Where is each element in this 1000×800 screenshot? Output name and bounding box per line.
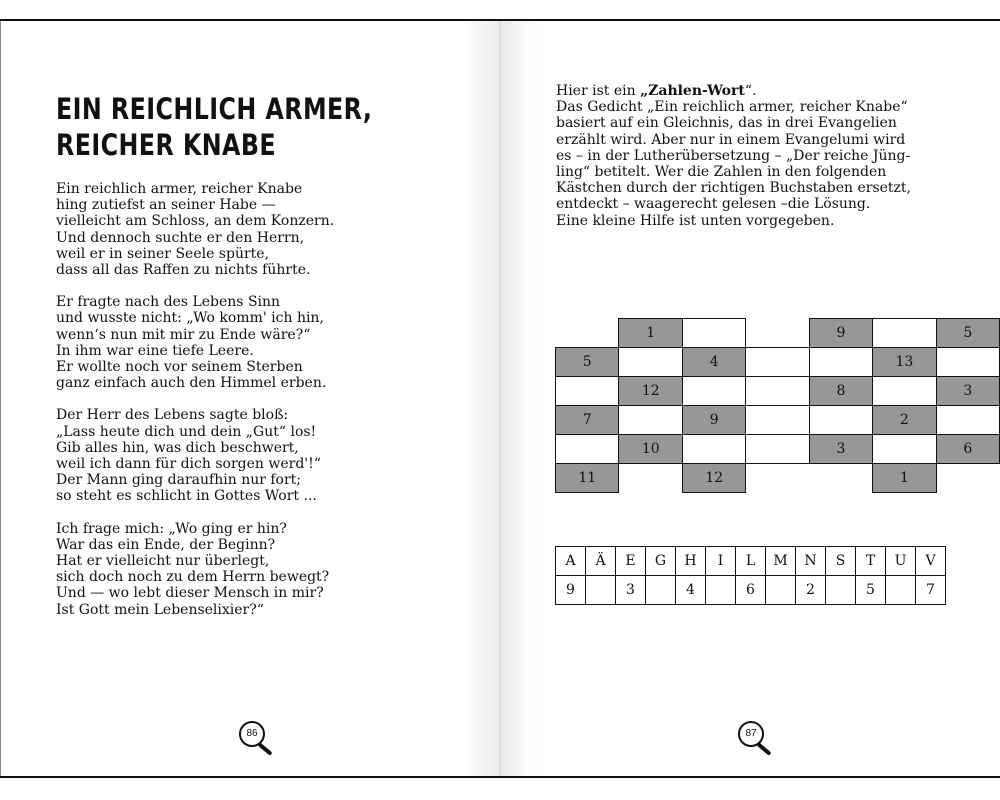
intro-line: erzählt wird. Aber nur in einem Evangelumi wird: [556, 131, 906, 148]
number-puzzle-grid: [555, 318, 1000, 493]
poem-text: [56, 181, 396, 634]
key-number: 5: [856, 576, 886, 605]
key-letter: H: [676, 547, 706, 576]
key-number-blank[interactable]: [886, 576, 916, 605]
poem-line: so steht es schlicht in Gottes Wort ...: [56, 488, 317, 505]
title-line-1: EIN REICHLICH ARMER,: [56, 92, 373, 126]
puzzle-cell-number: 9: [809, 319, 872, 348]
key-letter: T: [856, 547, 886, 576]
poem-line: ganz einfach auch den Himmel erben.: [56, 375, 327, 392]
key-number-blank[interactable]: [766, 576, 796, 605]
poem-line: Ein reichlich armer, reicher Knabe: [56, 181, 303, 197]
poem-line: vielleicht am Schloss, an dem Konzern.: [56, 213, 335, 230]
key-letter: A: [556, 547, 586, 576]
page-number-left: [239, 721, 281, 751]
poem-line: wenn‘s nun mit mir zu Ende wäre?“: [56, 326, 311, 343]
intro-line-heading: [556, 83, 956, 99]
intro-line: entdeckt – waagerecht gelesen –die Lösung.: [556, 196, 871, 213]
key-letter: U: [886, 547, 916, 576]
puzzle-cell-blank[interactable]: [619, 406, 682, 435]
poem-line: dass all das Raffen zu nichts führte.: [56, 262, 311, 279]
intro-bold-term: „Zahlen-Wort: [640, 83, 745, 99]
poem-line: Und — wo lebt dieser Mensch in mir?: [56, 585, 324, 602]
title-line-2: REICHER KNABE: [56, 128, 277, 162]
puzzle-cell-number: 5: [556, 348, 619, 377]
letter-number-key: [555, 546, 946, 605]
puzzle-cell-blank[interactable]: [936, 406, 999, 435]
poem-line: Und dennoch suchte er den Herrn,: [56, 229, 305, 246]
puzzle-cell-blank[interactable]: [873, 377, 936, 406]
left-page: [0, 21, 501, 776]
intro-line: Kästchen durch der richtigen Buchstaben ersetzt,: [556, 180, 911, 197]
puzzle-cell-blank[interactable]: [746, 435, 809, 464]
puzzle-cell-blank[interactable]: [682, 319, 745, 348]
key-number-blank[interactable]: [826, 576, 856, 605]
puzzle-cell-blank[interactable]: [746, 406, 809, 435]
poem-line: Hat er vielleicht nur überlegt,: [56, 553, 270, 570]
puzzle-cell-number: 5: [936, 319, 999, 348]
puzzle-cell-empty: [619, 464, 682, 493]
puzzle-cell-number: 9: [682, 406, 745, 435]
puzzle-cell-number: 6: [936, 435, 999, 464]
intro-line: basiert auf ein Gleichnis, das in drei Evangelien: [556, 115, 897, 132]
puzzle-cell-blank[interactable]: [746, 348, 809, 377]
puzzle-cell-blank[interactable]: [936, 348, 999, 377]
puzzle-row: [556, 319, 1000, 348]
puzzle-cell-empty: [746, 319, 809, 348]
puzzle-cell-blank[interactable]: [873, 319, 936, 348]
puzzle-cell-number: 1: [873, 464, 936, 493]
puzzle-cell-blank[interactable]: [619, 348, 682, 377]
stanza: [56, 294, 396, 391]
key-number: 7: [916, 576, 946, 605]
puzzle-cell-blank[interactable]: [556, 377, 619, 406]
poem-line: Ist Gott mein Lebenselixier?“: [56, 601, 264, 618]
magnifier-handle-icon: [258, 742, 273, 755]
poem-line: weil er in seiner Seele spürte,: [56, 245, 270, 262]
intro-suffix: “.: [744, 83, 757, 99]
key-number-blank[interactable]: [706, 576, 736, 605]
puzzle-cell-number: 12: [682, 464, 745, 493]
intro-line: ling“ betitelt. Wer die Zahlen in den folgenden: [556, 164, 887, 181]
puzzle-cell-number: 13: [873, 348, 936, 377]
puzzle-cell-blank[interactable]: [873, 435, 936, 464]
intro-line: Das Gedicht „Ein reichlich armer, reicher Knabe“: [556, 99, 908, 116]
puzzle-cell-number: 12: [619, 377, 682, 406]
key-letter: L: [736, 547, 766, 576]
puzzle-cell-blank[interactable]: [682, 435, 745, 464]
puzzle-cell-number: 3: [936, 377, 999, 406]
puzzle-cell-number: 11: [556, 464, 619, 493]
stanza: [56, 181, 396, 278]
poem-line: Gib alles hin, was dich beschwert,: [56, 439, 299, 456]
poem-line: Ich frage mich: „Wo ging er hin?: [56, 520, 287, 537]
puzzle-cell-number: 2: [873, 406, 936, 435]
puzzle-cell-empty: [746, 464, 809, 493]
key-letter: Ä: [586, 547, 616, 576]
puzzle-cell-number: 3: [809, 435, 872, 464]
puzzle-cell-empty: [809, 464, 872, 493]
key-number-blank[interactable]: [586, 576, 616, 605]
poem-line: Der Mann ging daraufhin nur fort;: [56, 472, 302, 489]
poem-line: In ihm war eine tiefe Leere.: [56, 342, 254, 359]
key-number: 3: [616, 576, 646, 605]
key-number: 6: [736, 576, 766, 605]
puzzle-cell-number: 8: [809, 377, 872, 406]
key-letter: G: [646, 547, 676, 576]
puzzle-cell-blank[interactable]: [682, 377, 745, 406]
key-letter: S: [826, 547, 856, 576]
poem-line: weil ich dann für dich sorgen werd'!“: [56, 456, 321, 473]
key-letters-row: [556, 547, 946, 576]
puzzle-cell-blank[interactable]: [809, 406, 872, 435]
key-number: 2: [796, 576, 826, 605]
poem-line: hing zutiefst an seiner Habe —: [56, 197, 276, 214]
puzzle-cell-number: 4: [682, 348, 745, 377]
book-spread: [0, 19, 1000, 778]
puzzle-cell-blank[interactable]: [746, 377, 809, 406]
poem-title: [56, 91, 372, 163]
poem-line: Er wollte noch vor seinem Sterben: [56, 359, 303, 376]
key-number: 9: [556, 576, 586, 605]
poem-line: War das ein Ende, der Beginn?: [56, 536, 276, 553]
puzzle-cell-blank[interactable]: [809, 348, 872, 377]
puzzle-cell-blank[interactable]: [556, 435, 619, 464]
page-number-87: 87: [738, 721, 764, 747]
poem-line: Er fragte nach des Lebens Sinn: [56, 294, 281, 311]
puzzle-row: [556, 435, 1000, 464]
key-letter: I: [706, 547, 736, 576]
poem-line: und wusste nicht: „Wo komm' ich hin,: [56, 310, 324, 327]
intro-prefix: Hier ist ein: [556, 83, 641, 99]
poem-line: „Lass heute dich und dein „Gut“ los!: [56, 423, 317, 440]
intro-line: es – in der Lutherübersetzung – „Der reiche Jüng-: [556, 147, 911, 164]
puzzle-cell-number: 10: [619, 435, 682, 464]
stanza: [56, 521, 396, 618]
puzzle-row: [556, 464, 1000, 493]
page-number-right: [738, 721, 780, 751]
key-letter: M: [766, 547, 796, 576]
key-number-blank[interactable]: [646, 576, 676, 605]
puzzle-cell-number: 7: [556, 406, 619, 435]
poem-line: sich doch noch zu dem Herrn bewegt?: [56, 569, 330, 586]
puzzle-row: [556, 406, 1000, 435]
key-letter: E: [616, 547, 646, 576]
puzzle-cell-empty: [936, 464, 999, 493]
key-numbers-row: [556, 576, 946, 605]
poem-line: Der Herr des Lebens sagte bloß:: [56, 407, 289, 424]
puzzle-row: [556, 377, 1000, 406]
key-number: 4: [676, 576, 706, 605]
stanza: [56, 407, 396, 504]
puzzle-cell-number: 1: [619, 319, 682, 348]
key-letter: N: [796, 547, 826, 576]
puzzle-intro: [556, 83, 956, 229]
puzzle-cell-empty: [556, 319, 619, 348]
puzzle-row: [556, 348, 1000, 377]
intro-line: Eine kleine Hilfe ist unten vorgegeben.: [556, 212, 835, 229]
key-letter: V: [916, 547, 946, 576]
page-number-86: 86: [239, 721, 265, 747]
